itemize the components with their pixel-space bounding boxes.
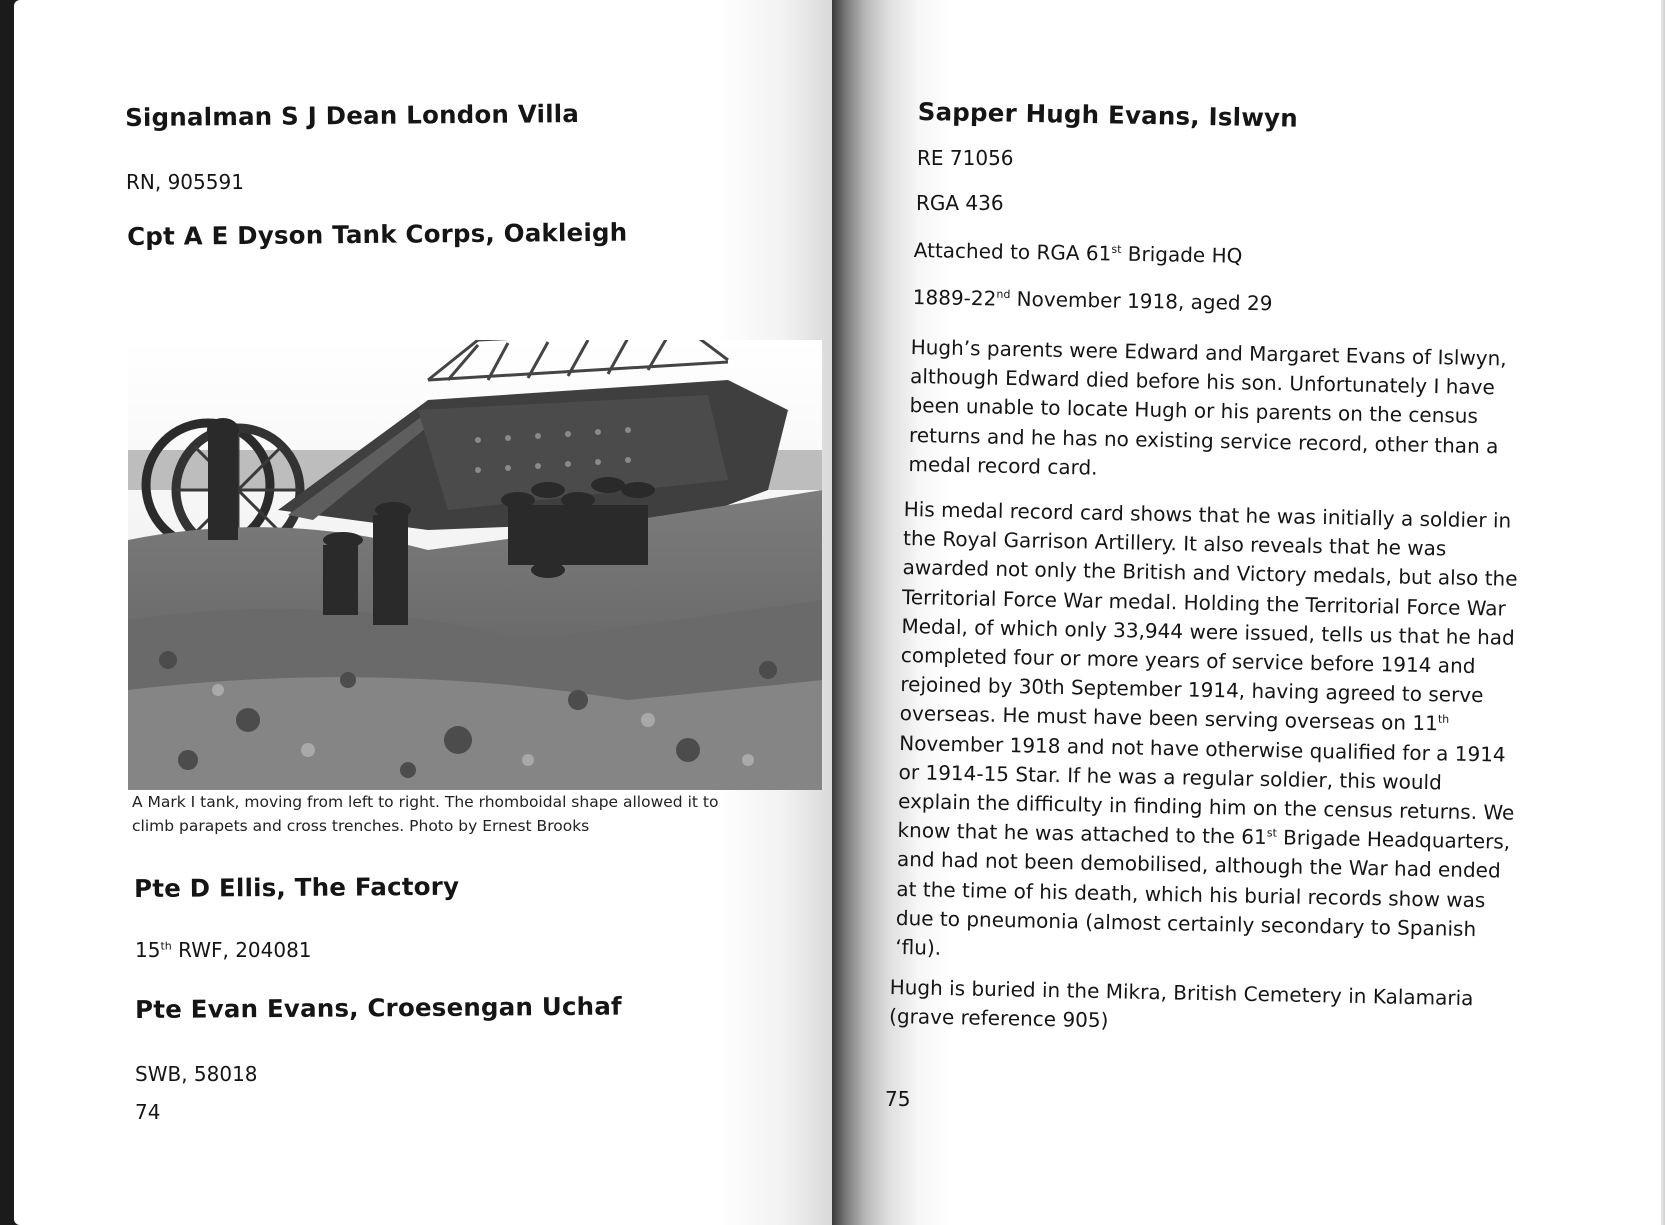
- ellis-service-number: 15th RWF, 204081: [135, 938, 312, 962]
- heading-evan-evans: Pte Evan Evans, Croesengan Uchaf: [135, 991, 622, 1024]
- evan-evans-service-number: SWB, 58018: [135, 1062, 258, 1086]
- paragraph-medal-record: His medal record card shows that he was initially a soldier in the Royal Garrison Artillery. It also reveals that he was awarded not only the British and Victory medals, but also the Territorial Force War medal. Holding the Territorial Force War Medal, of which only 33,944 were issued, tells us that he had completed four or more years of service before 1914 and rejoined by 30th September 1914, having agreed to serve overseas. He must have been serving overseas on 11th November 1918 and not have otherwise qualified for a 1914 or 1914-15 Star. If he was a regular soldier, this would explain the difficulty in finding him on the census returns. We know that he was attached to the 61st Brigade Headquarters, and had not been demobilised, although the War had ended at the time of his death, which his burial records show was due to pneumonia (almost certainly secondary to Spanish ‘flu).: [895, 496, 1518, 960]
- heading-dyson: Cpt A E Dyson Tank Corps, Oakleigh: [127, 217, 628, 251]
- heading-ellis: Pte D Ellis, The Factory: [134, 871, 460, 903]
- attached-line: Attached to RGA 61st Brigade HQ: [913, 238, 1243, 268]
- page-number-right: 75: [885, 1087, 911, 1111]
- caption-line-2: climb parapets and cross trenches. Photo by Ernest Brooks: [132, 817, 590, 835]
- paragraph-burial: Hugh is buried in the Mikra, British Cemetery in Kalamaria (grave reference 905): [888, 974, 1474, 1033]
- heading-dean: Signalman S J Dean London Villa: [125, 99, 580, 132]
- tank-photograph: [128, 340, 822, 790]
- dates-line: 1889-22nd November 1918, aged 29: [912, 285, 1273, 316]
- caption-line-1: A Mark I tank, moving from left to right. The rhomboidal shape allowed it to: [132, 793, 719, 811]
- tank-photo-illustration: [128, 340, 822, 790]
- page-number-left: 74: [135, 1100, 161, 1124]
- heading-hugh-evans: Sapper Hugh Evans, Islwyn: [917, 97, 1299, 133]
- paragraph-parents: Hugh’s parents were Edward and Margaret Evans of Islwyn, although Edward died before his son. Unfortunately I have been unable to locate Hugh or his parents on the census returns and he has no existing service record, other than a medal record card.: [908, 334, 1507, 480]
- rga-service-number: RGA 436: [916, 191, 1004, 215]
- photo-caption: [132, 790, 792, 838]
- re-service-number: RE 71056: [917, 146, 1014, 170]
- dean-service-number: RN, 905591: [126, 170, 244, 194]
